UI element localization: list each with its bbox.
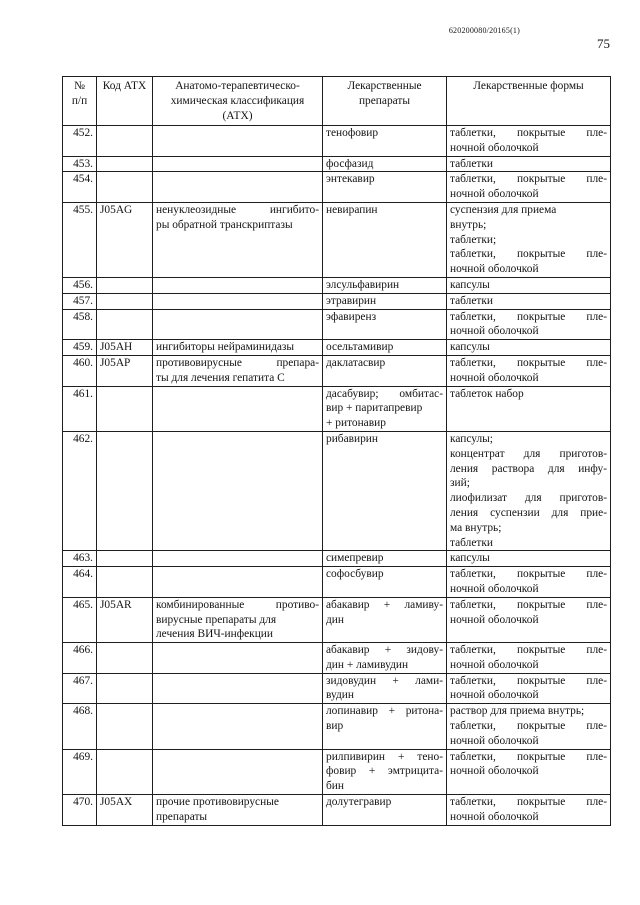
atc-code: J05AP (97, 355, 153, 386)
drug-name (323, 172, 447, 203)
dosage-forms (447, 643, 611, 674)
cell-line: ночной оболочкой (450, 734, 539, 747)
cell-line: капсулы (450, 278, 490, 291)
cell-line: вудин (326, 689, 354, 702)
atc-code (97, 704, 153, 749)
cell-line: эфавиренз (326, 310, 377, 323)
column-number (63, 77, 97, 126)
cell-line: дин (326, 613, 344, 626)
row-number: 457. (63, 293, 97, 309)
cell-line: таблетки (450, 294, 494, 307)
cell-line: ночной оболочкой (450, 810, 539, 823)
drug-name (323, 309, 447, 340)
header-line: Лекарственные формы (473, 80, 584, 92)
cell-line: лиофилизат для приготов- (450, 492, 607, 505)
cell-line: ночной оболочкой (450, 765, 539, 778)
cell-line: капсулы; (450, 432, 493, 445)
dosage-forms (447, 386, 611, 431)
cell-line: таблетки (450, 157, 494, 170)
atc-classification (153, 126, 323, 157)
cell-line: таблетки, покрытые пле- (450, 127, 607, 139)
cell-line: тенофовир (326, 127, 379, 139)
row-number: 467. (63, 673, 97, 704)
drug-name (323, 704, 447, 749)
table-row (63, 156, 611, 172)
atc-classification (153, 704, 323, 749)
drug-name (323, 386, 447, 431)
table-row (63, 172, 611, 203)
cell-line: капсулы (450, 552, 490, 565)
cell-line: фосфазид (326, 157, 374, 170)
cell-line: осельтамивир (326, 341, 394, 354)
dosage-forms (447, 202, 611, 277)
dosage-forms (447, 293, 611, 309)
table-row (63, 293, 611, 309)
atc-classification (153, 172, 323, 203)
atc-classification (153, 202, 323, 277)
drug-name (323, 126, 447, 157)
header-line: Код АТХ (102, 80, 147, 92)
dosage-forms (447, 597, 611, 642)
row-number: 456. (63, 277, 97, 293)
dosage-forms (447, 277, 611, 293)
header-line: Анатомо-терапевтическо- (175, 80, 300, 92)
table-row (63, 704, 611, 749)
row-number: 460. (63, 355, 97, 386)
atc-classification (153, 567, 323, 598)
atc-classification (153, 597, 323, 642)
cell-line: ночной оболочкой (450, 658, 539, 671)
cell-line: таблеток набор (450, 387, 524, 400)
cell-line: абакавир + зидову- (326, 644, 443, 657)
atc-code (97, 643, 153, 674)
atc-classification (153, 277, 323, 293)
column-atc-classification (153, 77, 323, 126)
table-row (63, 643, 611, 674)
cell-line: лопинавир + ритона- (326, 705, 443, 718)
atc-classification (153, 673, 323, 704)
header-line: препараты (358, 94, 411, 107)
dosage-forms (447, 673, 611, 704)
row-number: 458. (63, 309, 97, 340)
atc-code (97, 673, 153, 704)
cell-line: таблетки, покрытые пле- (450, 356, 607, 369)
column-dosage-forms (447, 77, 611, 126)
cell-line: рилпивирин + тено- (326, 750, 443, 763)
atc-classification (153, 293, 323, 309)
table-row (63, 277, 611, 293)
table-row (63, 795, 611, 826)
cell-line: суспензия для приема (450, 203, 557, 216)
cell-line: невирапин (326, 203, 378, 216)
drug-name (323, 567, 447, 598)
cell-line: таблетки, покрытые пле- (450, 310, 607, 323)
row-number: 455. (63, 202, 97, 277)
dosage-forms (447, 355, 611, 386)
cell-line: таблетки, покрытые пле- (450, 674, 607, 687)
cell-line: дин + ламивудин (326, 658, 409, 671)
drug-name (323, 749, 447, 794)
cell-line: препараты (156, 810, 208, 823)
dosage-forms (447, 309, 611, 340)
atc-code (97, 551, 153, 567)
drug-name (323, 597, 447, 642)
cell-line: рибавирин (326, 432, 379, 445)
atc-classification (153, 551, 323, 567)
cell-line: фовир + эмтрицита- (326, 765, 443, 778)
drug-name (323, 277, 447, 293)
cell-line: ночной оболочкой (450, 371, 539, 384)
cell-line: бин (326, 780, 344, 793)
cell-line: таблетки, покрытые пле- (450, 796, 607, 809)
atc-code (97, 293, 153, 309)
table-row (63, 355, 611, 386)
page-number: 75 (597, 36, 610, 51)
table-body (63, 126, 611, 826)
row-number: 452. (63, 126, 97, 157)
atc-classification (153, 431, 323, 550)
cell-line: таблетки, покрытые пле- (450, 598, 607, 611)
drug-name (323, 643, 447, 674)
cell-line: концентрат для приготов- (450, 447, 607, 460)
atc-code: J05AG (97, 202, 153, 277)
cell-line: вир (326, 720, 344, 733)
cell-line: ма внутрь; (450, 521, 502, 534)
table-row (63, 202, 611, 277)
cell-line: внутрь; (450, 218, 487, 231)
cell-line: дасабувир; омбитас- (326, 387, 443, 400)
row-number: 461. (63, 386, 97, 431)
table-row (63, 749, 611, 794)
cell-line: таблетки; (450, 233, 497, 246)
cell-line: капсулы (450, 341, 490, 354)
cell-line: прочие противовирусные (156, 796, 279, 809)
atc-classification (153, 643, 323, 674)
cell-line: софосбувир (326, 568, 384, 581)
atc-code (97, 126, 153, 157)
table-row (63, 340, 611, 356)
dosage-forms (447, 704, 611, 749)
cell-line: ления суспензии для прие- (450, 506, 607, 519)
cell-line: таблетки (450, 536, 494, 549)
dosage-forms (447, 156, 611, 172)
atc-code (97, 386, 153, 431)
drug-name (323, 293, 447, 309)
cell-line: комбинированные противо- (156, 598, 319, 611)
table-row (63, 597, 611, 642)
cell-line: ингибиторы нейраминидазы (156, 341, 295, 354)
row-number: 468. (63, 704, 97, 749)
atc-code (97, 309, 153, 340)
dosage-forms (447, 567, 611, 598)
cell-line: ночной оболочкой (450, 188, 539, 201)
row-number: 463. (63, 551, 97, 567)
cell-line: ночной оболочкой (450, 325, 539, 338)
drug-name (323, 673, 447, 704)
row-number: 462. (63, 431, 97, 550)
cell-line: долутегравир (326, 796, 392, 809)
table-row (63, 126, 611, 157)
atc-code: J05AX (97, 795, 153, 826)
table-row (63, 551, 611, 567)
dosage-forms (447, 126, 611, 157)
table-row (63, 431, 611, 550)
header-line: химическая классификация (170, 94, 305, 107)
dosage-forms (447, 749, 611, 794)
column-drugs (323, 77, 447, 126)
cell-line: зидовудин + лами- (326, 674, 443, 687)
dosage-forms (447, 795, 611, 826)
atc-classification (153, 156, 323, 172)
drug-name (323, 156, 447, 172)
row-number: 470. (63, 795, 97, 826)
atc-classification (153, 309, 323, 340)
row-number: 454. (63, 172, 97, 203)
cell-line: симепревир (326, 552, 384, 565)
row-number: 464. (63, 567, 97, 598)
cell-line: элсульфавирин (326, 278, 400, 291)
dosage-forms (447, 551, 611, 567)
table-row (63, 386, 611, 431)
document-id: 620200080/20165(1) (448, 26, 520, 35)
cell-line: вирусные препараты для (156, 613, 277, 626)
dosage-forms (447, 172, 611, 203)
dosage-forms (447, 340, 611, 356)
header-line: (АТХ) (222, 109, 253, 122)
cell-line: таблетки, покрытые пле- (450, 568, 607, 581)
cell-line: этравирин (326, 294, 377, 307)
table-header-row (63, 77, 611, 126)
cell-line: таблетки, покрытые пле- (450, 173, 607, 186)
cell-line: энтекавир (326, 173, 375, 186)
header-line: п/п (71, 94, 88, 107)
cell-line: раствор для приема внутрь; (450, 705, 585, 718)
atc-code: J05AH (97, 340, 153, 356)
atc-code (97, 567, 153, 598)
table-row (63, 309, 611, 340)
row-number: 459. (63, 340, 97, 356)
atc-classification (153, 749, 323, 794)
drug-name (323, 795, 447, 826)
cell-line: ры обратной транскриптазы (156, 218, 293, 231)
drug-name (323, 431, 447, 550)
table-row (63, 673, 611, 704)
cell-line: таблетки, покрытые пле- (450, 720, 607, 733)
cell-line: абакавир + ламиву- (326, 598, 443, 611)
cell-line: ночной оболочкой (450, 263, 539, 276)
atc-code (97, 431, 153, 550)
cell-line: лечения ВИЧ-инфекции (156, 628, 273, 641)
header-line: Лекарственные (347, 80, 422, 92)
drug-name (323, 355, 447, 386)
cell-line: ты для лечения гепатита С (156, 371, 285, 384)
cell-line: + ритонавир (326, 417, 386, 430)
cell-line: ления раствора для инфу- (450, 462, 607, 475)
atc-code (97, 277, 153, 293)
atc-classification (153, 795, 323, 826)
cell-line: ночной оболочкой (450, 141, 539, 154)
header-line: № (74, 80, 85, 92)
dosage-forms (447, 431, 611, 550)
cell-line: таблетки, покрытые пле- (450, 644, 607, 657)
atc-code (97, 156, 153, 172)
atc-classification (153, 340, 323, 356)
cell-line: ночной оболочкой (450, 613, 539, 626)
atc-classification (153, 355, 323, 386)
drug-name (323, 551, 447, 567)
cell-line: зий; (450, 477, 470, 490)
atc-table (62, 76, 611, 826)
atc-code (97, 172, 153, 203)
atc-code (97, 749, 153, 794)
cell-line: противовирусные препара- (156, 356, 319, 369)
row-number: 453. (63, 156, 97, 172)
cell-line: таблетки, покрытые пле- (450, 750, 607, 763)
drug-name (323, 202, 447, 277)
column-atc-code (97, 77, 153, 126)
row-number: 465. (63, 597, 97, 642)
atc-code: J05AR (97, 597, 153, 642)
row-number: 469. (63, 749, 97, 794)
row-number: 466. (63, 643, 97, 674)
drug-name (323, 340, 447, 356)
cell-line: ненуклеозидные ингибито- (156, 203, 319, 216)
cell-line: ночной оболочкой (450, 689, 539, 702)
cell-line: вир + паритапревир (326, 402, 423, 415)
cell-line: таблетки, покрытые пле- (450, 248, 607, 261)
cell-line: даклатасвир (326, 356, 386, 369)
cell-line: ночной оболочкой (450, 582, 539, 595)
table-row (63, 567, 611, 598)
atc-classification (153, 386, 323, 431)
